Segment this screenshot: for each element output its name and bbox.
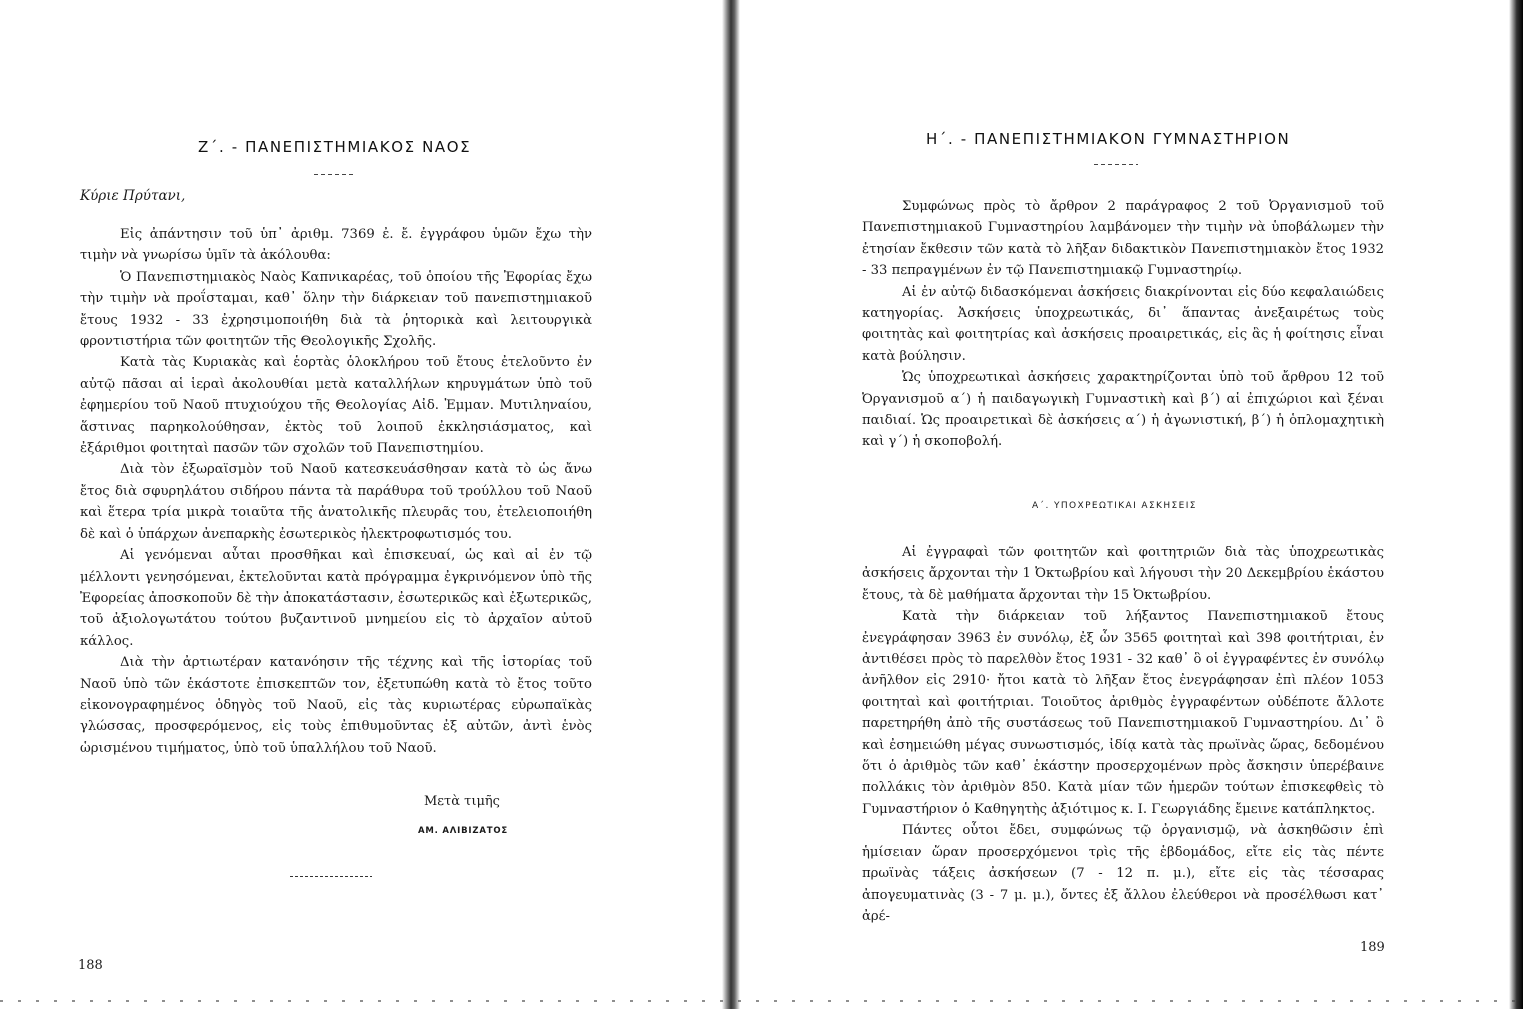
end-rule: [290, 876, 372, 877]
signature-name: ΑΜ. ΑΛΙΒΙΖΑΤΟΣ: [418, 826, 508, 836]
paragraph: Αἱ γενόμεναι αὗται προσθῆκαι καὶ ἐπισκευαί, ὡς καὶ αἱ ἐν τῷ μέλλοντι γενησόμεναι, ἐκτελοῦνται κατὰ πρόγραμμα ἐγκρινόμενον ὑπὸ τῆς Ἐφορείας ἀποσκοποῦν δὲ τὴν ἀποκατάστασιν, ἐσωτερικῶς καὶ ἐξωτερικῶς, τοῦ ἀξιολογωτάτου τούτου βυζαντινοῦ μνημείου εἰς τὸ ἀρχαῖον αὐτοῦ κάλλος.: [80, 548, 592, 649]
paragraph: Ὁ Πανεπιστημιακὸς Ναὸς Καπνικαρέας, τοῦ ὁποίου τῆς Ἐφορίας ἔχω τὴν τιμὴν νὰ προΐσταμαι, καθ᾿ ὅλην τὴν διάρκειαν τοῦ πανεπιστημιακοῦ ἔτους 1932 - 33 ἐχρησιμοποιήθη διὰ τὰ ῥητορικὰ καὶ λειτουργικὰ φροντιστήρια τῶν φοιτητῶν τῆς Θεολογικῆς Σχολῆς.: [80, 269, 592, 350]
left-page: [0, 0, 722, 1009]
salutation: Κύριε Πρύτανι,: [80, 188, 186, 204]
paragraph: Εἰς ἀπάντησιν τοῦ ὑπ᾿ ἀριθμ. 7369 ἐ. ἔ. ἐγγράφου ὑμῶν ἔχω τὴν τιμὴν νὰ γνωρίσω ὑμῖν τὰ ἀκόλουθα:: [80, 227, 592, 264]
paragraph: Συμφώνως πρὸς τὸ ἄρθρον 2 παράγραφος 2 τοῦ Ὀργανισμοῦ τοῦ Πανεπιστημιακοῦ Γυμναστηρίου λαμβάνομεν τὴν τιμὴν νὰ ὑποβάλωμεν τὴν ἐτησίαν ἔκθεσιν τῶν κατὰ τὸ λῆξαν διδακτικὸν Πανεπιστημιακὸν ἔτος 1932 - 33 πεπραγμένων ἐν τῷ Πανεπιστημιακῷ Γυμναστηρίῳ.: [862, 199, 1384, 279]
scan-bottom-edge: [0, 1000, 1523, 1002]
letter-body: [80, 224, 592, 759]
closing-salutation: Μετὰ τιμῆς: [424, 794, 500, 809]
page-number: 188: [78, 958, 103, 973]
paragraph: Διὰ τὸν ἐξωραϊσμὸν τοῦ Ναοῦ κατεσκευάσθησαν κατὰ τὸ ὡς ἄνω ἔτος διὰ σφυρηλάτου σιδήρου πάντα τὰ παράθυρα τοῦ τρούλλου τοῦ Ναοῦ καὶ ἕτερα τρία μικρὰ τοιαῦτα τῆς ἀνατολικῆς πλευρᾶς του, ἐτελειοποιήθη δὲ καὶ ὁ ὑπάρχων ἀνεπαρκὴς ἐσωτερικὸς ἠλεκτροφωτισμός του.: [80, 462, 592, 542]
section-heading: Η΄. - ΠΑΝΕΠΙΣΤΗΜΙΑΚΟΝ ΓΥΜΝΑΣΤΗΡΙΟΝ: [926, 130, 1291, 148]
report-intro: [862, 196, 1384, 453]
paragraph: Αἱ ἐγγραφαὶ τῶν φοιτητῶν καὶ φοιτητριῶν διὰ τὰς ὑποχρεωτικὰς ἀσκήσεις ἄρχονται τὴν 1 Ὀκτωβρίου καὶ λήγουσι τὴν 20 Δεκεμβρίου ἑκάστου ἔτους, τὰ δὲ μαθήματα ἄρχονται τὴν 15 Ὀκτωβρίου.: [862, 545, 1384, 603]
right-page: [740, 0, 1523, 1009]
page-number: 189: [1360, 940, 1385, 955]
book-gutter: [722, 0, 740, 1009]
report-section: [862, 542, 1384, 927]
subsection-heading: Α΄. ΥΠΟΧΡΕΩΤΙΚΑΙ ΑΣΚΗΣΕΙΣ: [1032, 501, 1197, 511]
section-heading: Ζ΄. - ΠΑΝΕΠΙΣΤΗΜΙΑΚΟΣ ΝΑΟΣ: [198, 138, 472, 156]
paragraph: Διὰ τὴν ἀρτιωτέραν κατανόησιν τῆς τέχνης καὶ τῆς ἱστορίας τοῦ Ναοῦ ὑπὸ τῶν ἑκάστοτε ἐπισκεπτῶν τον, ἐξετυπώθη κατὰ τὸ ἔτος τοῦτο εἰκονογραφημένος ὁδηγὸς τοῦ Ναοῦ, εἰς τὰς κυριωτέρας εὐρωπαϊκὰς γλώσσας, προσφερόμενος, εἰς τοὺς ἐπιθυμοῦντας ἐξ αὐτῶν, ἀντὶ ἑνὸς ὡρισμένου τιμήματος, ὑπὸ τοῦ ὑπαλλήλου τοῦ Ναοῦ.: [80, 655, 592, 756]
paragraph: Αἱ ἐν αὐτῷ διδασκόμεναι ἀσκήσεις διακρίνονται εἰς δύο κεφαλαιώδεις κατηγορίας. Ἀσκήσεις ὑποχρεωτικάς, δι᾿ ἅπαντας ἀνεξαιρέτως τοὺς φοιτητὰς καὶ φοιτητρίας καὶ ἀσκήσεις προαιρετικάς, εἰς ἃς ἡ φοίτησις εἶναι κατὰ βούλησιν.: [862, 284, 1384, 364]
paragraph: Κατὰ τὴν διάρκειαν τοῦ λήξαντος Πανεπιστημιακοῦ ἔτους ἐνεγράφησαν 3963 ἐν συνόλῳ, ἐξ ὧν 3565 φοιτηταὶ καὶ 398 φοιτήτριαι, ἐν ἀντιθέσει πρὸς τὸ παρελθὸν ἔτος 1931 - 32 καθ᾿ ὃ οἱ ἐγγραφέντες ἐν συνόλῳ ἀνῆλθον εἰς 2910· ἤτοι κατὰ τὸ λῆξαν ἔτος ἐνεγράφησαν ἐπὶ πλέον 1053 φοιτηταὶ καὶ φοιτήτριαι. Τοιοῦτος ἀριθμὸς ἐγγραφέντων οὐδέποτε ἄλλοτε παρετηρήθη ἀπὸ τῆς συστάσεως τοῦ Πανεπιστημιακοῦ Γυμναστηρίου. Δι᾿ ὃ καὶ ἐσημειώθη μέγας συνωστισμός, ἰδίᾳ κατὰ τὰς πρωϊνὰς ὥρας, δεδομένου ὅτι ὁ ἀριθμὸς τῶν καθ᾿ ἑκάστην προσερχομένων πρὸς ἄσκησιν ὑπερέβαινε πολλάκις τὸν ἀριθμὸν 850. Κατὰ μίαν τῶν ἡμερῶν τούτων ἐπισκεφθεὶς τὸ Γυμναστήριον ὁ Καθηγητὴς ἀξιότιμος κ. Ι. Γεωργιάδης ἔμεινε κατάπληκτος.: [862, 609, 1384, 817]
heading-rule: [314, 174, 356, 175]
page-edge-shadow: [1509, 0, 1523, 1009]
paragraph: Κατὰ τὰς Κυριακὰς καὶ ἑορτὰς ὁλοκλήρου τοῦ ἔτους ἐτελοῦντο ἐν αὐτῷ πᾶσαι αἱ ἱεραὶ ἀκολουθίαι μετὰ καταλλήλων κηρυγμάτων ὑπὸ τοῦ ἐφημερίου τοῦ Ναοῦ πτυχιούχου τῆς Θεολογίας Αἰδ. Ἐμμαν. Μυτιληναίου, ἅστινας παρηκολούθησαν, ἐκτὸς τοῦ λοιποῦ ἐκκλησιάσματος, καὶ ἐξάριθμοι φοιτηταὶ πασῶν τῶν σχολῶν τοῦ Πανεπιστημίου.: [80, 355, 592, 457]
heading-rule: [1094, 164, 1138, 165]
paragraph: Ὡς ὑποχρεωτικαὶ ἀσκήσεις χαρακτηρίζονται ὑπὸ τοῦ ἄρθρου 12 τοῦ Ὀργανισμοῦ α΄) ἡ παιδαγωγικὴ Γυμναστικὴ καὶ β΄) αἱ ἐπιχώριοι καὶ ξέναι παιδιαί. Ὡς προαιρετικαὶ δὲ ἀσκήσεις α΄) ἡ ἀγωνιστική, β΄) ἡ ὁπλομαχητικὴ καὶ γ΄) ἡ σκοποβολή.: [862, 370, 1384, 450]
paragraph: Πάντες οὗτοι ἔδει, συμφώνως τῷ ὀργανισμῷ, νὰ ἀσκηθῶσιν ἐπὶ ἡμίσειαν ὥραν προσερχόμενοι τρὶς τῆς ἑβδομάδος, εἴτε εἰς τὰς πέντε πρωϊνὰς τάξεις ἀσκήσεων (7 - 12 π. μ.), εἴτε εἰς τὰς τέσσαρας ἀπογευματινὰς (3 - 7 μ. μ.), ὄντες ἐξ ἄλλου ἐλεύθεροι νὰ προσέλθωσι κατ᾿ ἀρέ-: [862, 823, 1384, 924]
